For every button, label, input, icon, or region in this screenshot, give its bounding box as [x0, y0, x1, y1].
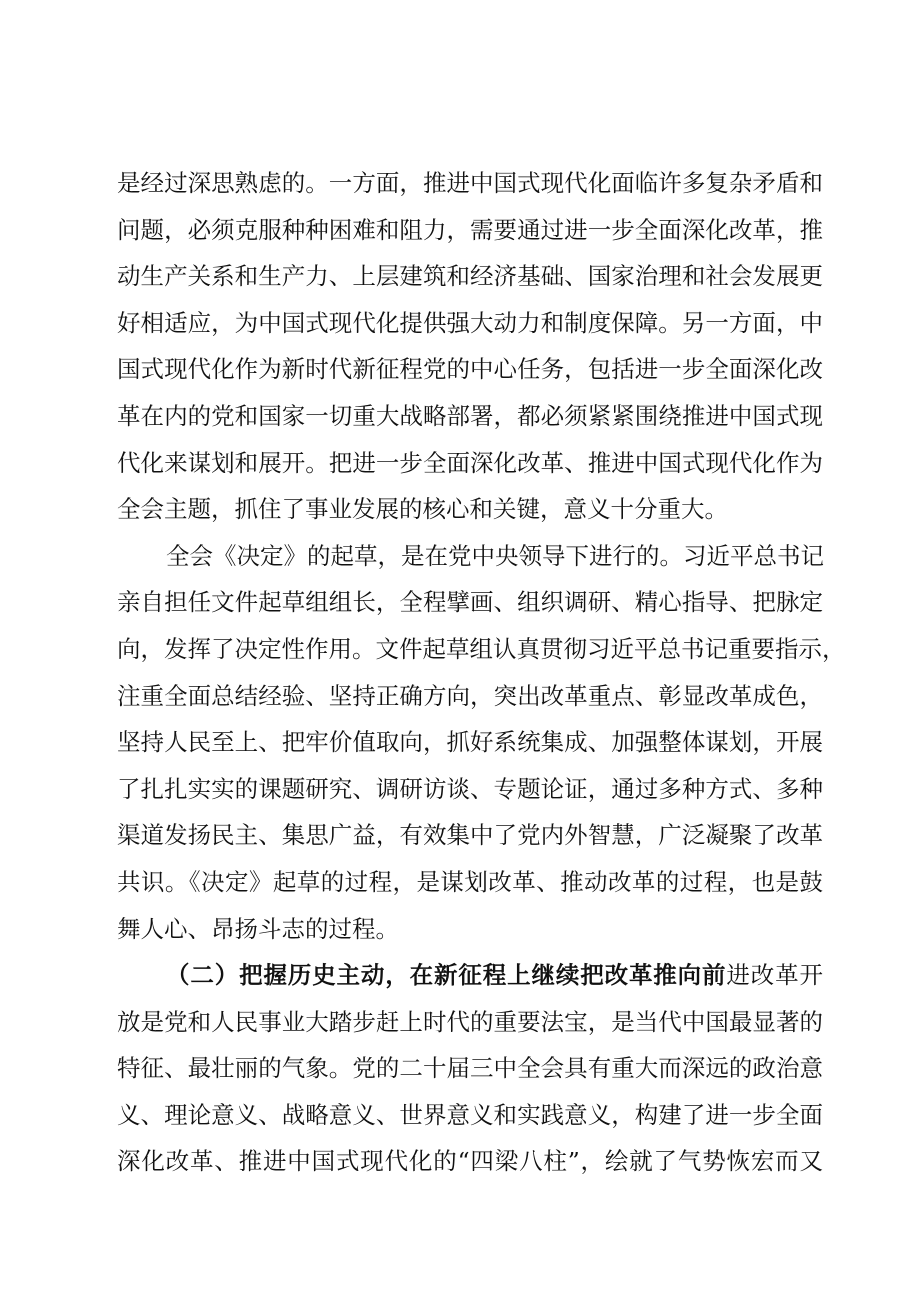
- text-line: 注重全面总结经验、坚持正确方向，突出改革重点、彰显改革成色，: [117, 681, 823, 710]
- text-line: 特征、最壮丽的气象。党的二十届三中全会具有重大而深远的政治意: [117, 1054, 823, 1083]
- text-line-with-heading: [117, 952, 823, 999]
- text-run: 进改革开: [726, 961, 824, 990]
- text-line: 问题，必须克服种种困难和阻力，需要通过进一步全面深化改革，推: [117, 215, 823, 244]
- text-line: 渠道发扬民主、集思广益，有效集中了党内外智慧，广泛凝聚了改革: [117, 821, 823, 850]
- paragraph-2: [117, 533, 846, 952]
- paragraph-1: [117, 160, 823, 533]
- text-line: 亲自担任文件起草组组长，全程擘画、组织调研、精心指导、把脉定: [117, 588, 823, 617]
- text-line: 是经过深思熟虑的。一方面，推进中国式现代化面临许多复杂矛盾和: [117, 169, 823, 197]
- text-line: 代化来谋划和展开。把进一步全面深化改革、推进中国式现代化作为: [117, 448, 823, 477]
- text-line: 革在内的党和国家一切重大战略部署，都必须紧紧围绕推进中国式现: [117, 401, 823, 430]
- text-line: 全会主题，抓住了事业发展的核心和关键，意义十分重大。: [117, 495, 728, 524]
- text-line: 动生产关系和生产力、上层建筑和经济基础、国家治理和社会发展更: [117, 262, 823, 291]
- text-line: 国式现代化作为新时代新征程党的中心任务，包括进一步全面深化改: [117, 355, 823, 384]
- text-line: 向，发挥了决定性作用。文件起草组认真贯彻习近平总书记重要指示，: [117, 634, 846, 663]
- text-line: 放是党和人民事业大踏步赶上时代的重要法宝，是当代中国最显著的: [117, 1007, 823, 1036]
- text-line: 全会《决定》的起草，是在党中央领导下进行的。习近平总书记: [166, 541, 824, 570]
- text-line: 舞人心、昂扬斗志的过程。: [117, 914, 399, 943]
- section-heading: （二）把握历史主动，在新征程上继续把改革推向前: [166, 961, 727, 990]
- document-body: [117, 160, 846, 1185]
- text-line: 深化改革、推进中国式现代化的“四梁八柱”，绘就了气势恢宏而又: [117, 1147, 823, 1176]
- text-line: 义、理论意义、战略意义、世界意义和实践意义，构建了进一步全面: [117, 1100, 823, 1129]
- text-line: 坚持人民至上、把牢价值取向，抓好系统集成、加强整体谋划，开展: [117, 728, 823, 757]
- text-line: 了扎扎实实的课题研究、调研访谈、专题论证，通过多种方式、多种: [117, 774, 823, 803]
- paragraph-3: [117, 952, 823, 1185]
- text-line: 共识。《决定》起草的过程，是谋划改革、推动改革的过程，也是鼓: [117, 867, 823, 896]
- text-line: 好相适应，为中国式现代化提供强大动力和制度保障。另一方面，中: [117, 308, 823, 337]
